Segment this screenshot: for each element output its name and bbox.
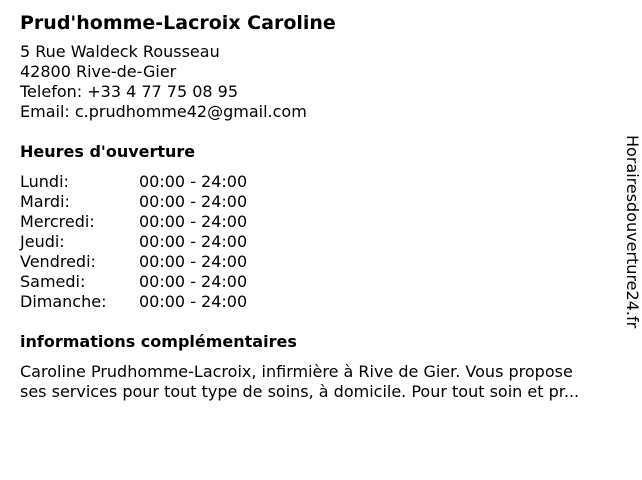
time-range: 00:00 - 24:00 [139, 212, 248, 231]
day-label: Vendredi: [20, 252, 96, 271]
day-label: Lundi: [20, 172, 69, 191]
hours-row-sunday [20, 292, 620, 312]
day-label: Jeudi: [20, 232, 65, 251]
hours-list [20, 172, 620, 312]
hours-row-saturday [20, 272, 620, 292]
time-range: 00:00 - 24:00 [139, 292, 248, 311]
time-range: 00:00 - 24:00 [139, 232, 248, 251]
description-line: Caroline Prudhomme-Lacroix, infirmière à Rive de Gier. Vous propose [20, 362, 573, 381]
day-label: Mercredi: [20, 212, 95, 231]
info-description [20, 362, 632, 402]
address-city: 42800 Rive-de-Gier [20, 62, 177, 81]
time-range: 00:00 - 24:00 [139, 192, 248, 211]
email-address: Email: c.prudhomme42@gmail.com [20, 102, 307, 121]
business-card [20, 10, 620, 402]
time-range: 00:00 - 24:00 [139, 252, 248, 271]
business-name: Prud'homme-Lacroix Caroline [20, 12, 336, 34]
hours-row-monday [20, 172, 620, 192]
day-label: Dimanche: [20, 292, 107, 311]
hours-row-wednesday [20, 212, 620, 232]
time-range: 00:00 - 24:00 [139, 272, 248, 291]
address-street: 5 Rue Waldeck Rousseau [20, 42, 220, 61]
description-line: ses services pour tout type de soins, à domicile. Pour tout soin et pr... [20, 382, 580, 401]
day-label: Mardi: [20, 192, 70, 211]
day-label: Samedi: [20, 272, 86, 291]
hours-heading: Heures d'ouverture [20, 142, 196, 161]
hours-row-friday [20, 252, 620, 272]
site-watermark: Horairesdouverture24.fr [623, 135, 642, 329]
hours-row-tuesday [20, 192, 620, 212]
info-heading: informations complémentaires [20, 332, 297, 351]
phone-number: Telefon: +33 4 77 75 08 95 [20, 82, 239, 101]
time-range: 00:00 - 24:00 [139, 172, 248, 191]
hours-row-thursday [20, 232, 620, 252]
